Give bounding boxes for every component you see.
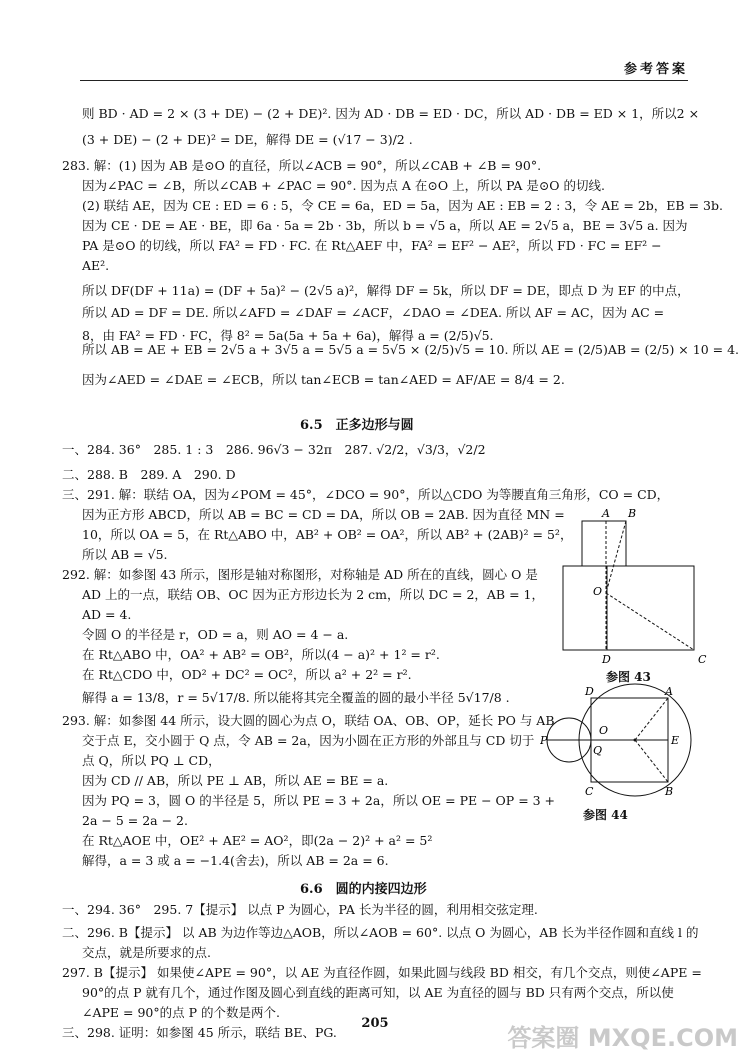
text-line: AD 上的一点，联结 OB、OC 因为正方形边长为 2 cm，所以 DC = 2，AB = 1， <box>82 587 544 602</box>
text-line: ∠APE = 90°的点 P 的个数是两个. <box>82 1005 280 1020</box>
text-line: 因为∠AED = ∠DAE = ∠ECB，所以 tan∠ECB = tan∠AED = AF/AE = 8/4 = 2. <box>82 372 565 387</box>
text-line: 因为正方形 ABCD，所以 AB = BC = CD = DA，所以 OB = 2AB. 因为直径 MN = <box>82 507 565 522</box>
text-line: 所以 AB = √5. <box>82 547 168 562</box>
watermark-logo <box>507 1018 738 1053</box>
fig43-label-a: A <box>602 507 610 520</box>
fig44-label-b: B <box>665 785 674 798</box>
text-line: 297. B【提示】 如果使∠APE = 90°，以 AE 为直径作圆，如果此圆与线段 BD 相交，有几个交点，则使∠APE = <box>62 965 702 980</box>
figure-43-caption: 参图 43 <box>606 670 651 684</box>
text-line: 点 Q，所以 PQ ⊥ CD， <box>82 753 221 768</box>
fig43-label-c: C <box>698 653 707 665</box>
text-line: 令圆 O 的半径是 r，OD = a，则 AO = 4 − a. <box>82 627 349 642</box>
text-line: 因为 CE · DE = AE · BE，即 6a · 5a = 2b · 3b，所以 b = √5 a，所以 AE = 2√5 a，BE = 3√5 a. 因为 <box>82 218 688 233</box>
text-line: 一、294. 36° 295. 7【提示】 以点 P 为圆心，PA 长为半径的圆，利用相交弦定理. <box>62 902 538 917</box>
text-line: 因为 PQ = 3，圆 O 的半径是 5，所以 PE = 3 + 2a，所以 OE = PE − OP = 3 + <box>82 793 556 808</box>
text-line: 三、291. 解：联结 OA，因为∠POM = 45°，∠DCO = 90°，所以△CDO 为等腰直角三角形，CO = CD， <box>62 487 670 502</box>
text-line: 解得，a = 3 或 a = −1.4(舍去)，所以 AB = 2a = 6. <box>82 853 389 868</box>
text-line: 293. 解：如参图 44 所示，设大圆的圆心为点 O，联结 OA、OB、OP，延长 PO 与 AB <box>62 713 555 728</box>
header-rule <box>80 80 688 81</box>
fig44-label-c: C <box>585 785 594 798</box>
text-line: 则 BD · AD = 2 × (3 + DE) − (2 + DE)². 因为 AD · DB = ED · DC，所以 AD · DB = ED × 1，所以2 × <box>82 106 700 121</box>
text-line: 二、296. B【提示】 以 AB 为边作等边△AOB，所以∠AOB = 60°. 以点 O 为圆心，AB 长为半径作圆和直线 l 的 <box>62 925 699 940</box>
fig44-label-a: A <box>665 685 673 698</box>
text-line: 在 Rt△AOE 中，OE² + AE² = AO²，即(2a − 2)² + a² = 5² <box>82 833 433 848</box>
text-line: 所以 AD = DF = DE. 所以∠AFD = ∠DAF = ∠ACF，∠DAO = ∠DEA. 所以 AF = AC，因为 AC = <box>82 305 665 320</box>
text-line: 10，所以 OA = 5，在 Rt△ABO 中，AB² + OB² = OA²，所以 AB² + (2AB)² = 5²， <box>82 527 573 542</box>
text-line: 292. 解：如参图 43 所示，图形是轴对称图形，对称轴是 AD 所在的直线，圆心 O 是 <box>62 567 538 582</box>
figure-43 <box>560 505 710 665</box>
section-title-6-5: 6.5 正多边形与圆 <box>300 418 414 433</box>
fig43-label-o: O <box>593 585 603 598</box>
text-line: 交点，就是所要求的点. <box>82 945 211 960</box>
text-line: 一、284. 36° 285. 1 : 3 286. 96√3 − 32π 287. √2/2，√3/3，√2/2 <box>62 442 486 457</box>
text-line: 90°的点 P 就有几个，通过作图及圆心到直线的距离可知，以 AE 为直径的圆与 BD 只有两个交点，所以使 <box>82 985 674 1000</box>
text-line: 解得 a = 13/8，r = 5√17/8. 所以能将其完全覆盖的圆的最小半径 5√17/8 . <box>82 690 510 705</box>
text-line: 三、298. 证明：如参图 45 所示，联结 BE、PG. <box>62 1025 337 1040</box>
fig44-label-p: P <box>540 734 548 747</box>
figure-44 <box>540 682 700 800</box>
text-line: 在 Rt△CDO 中，OD² + DC² = OC²，所以 a² + 2² = r². <box>82 667 412 682</box>
fig44-label-o: O <box>599 724 609 737</box>
watermark-text: 答案圈 MXQE.COM <box>507 1024 738 1052</box>
text-line: (3 + DE) − (2 + DE)² = DE，解得 DE = (√17 − 3)/2 . <box>82 132 413 147</box>
text-line: 交于点 E，交小圆于 Q 点，令 AB = 2a，因为小圆在正方形的外部且与 CD 切于 <box>82 733 535 748</box>
fig43-label-b: B <box>628 507 637 520</box>
text-line: AD = 4. <box>82 607 132 622</box>
page-header-title: 参考答案 <box>623 62 688 77</box>
text-line: 所以 DF(DF + 11a) = (DF + 5a)² − (2√5 a)²，解得 DF = 5k，所以 DF = DE，即点 D 为 EF 的中点， <box>82 283 690 298</box>
text-line: AE². <box>82 258 110 273</box>
text-line: 283. 解：(1) 因为 AB 是⊙O 的直径，所以∠ACB = 90°，所以∠CAB + ∠B = 90°. <box>62 158 542 173</box>
text-line: 在 Rt△ABO 中，OA² + AB² = OB²，所以(4 − a)² + 1² = r². <box>82 647 440 662</box>
fig44-label-q: Q <box>593 744 603 757</box>
text-line: 因为∠PAC = ∠B，所以∠CAB + ∠PAC = 90°. 因为点 A 在⊙O 上，所以 PA 是⊙O 的切线. <box>82 178 606 193</box>
fig44-label-e: E <box>671 734 680 747</box>
text-line: 8，由 FA² = FD · FC，得 8² = 5a(5a + 5a + 6a)，解得 a = (2/5)√5. <box>82 328 494 343</box>
text-line: 因为 CD // AB，所以 PE ⊥ AB，所以 AE = BE = a. <box>82 773 389 788</box>
text-line: (2) 联结 AE，因为 CE : ED = 6 : 5，令 CE = 6a，ED = 5a，因为 AE : EB = 2 : 3，令 AE = 2b，EB = 3b. <box>82 198 723 213</box>
text-line: 二、288. B 289. A 290. D <box>62 467 236 482</box>
figure-44-caption: 参图 44 <box>583 808 628 822</box>
page-number: 205 <box>361 1016 389 1031</box>
text-line: 2a − 5 = 2a − 2. <box>82 813 188 828</box>
text-line: PA 是⊙O 的切线，所以 FA² = FD · FC. 在 Rt△AEF 中，FA² = EF² − AE²，所以 FD · FC = EF² − <box>82 238 662 253</box>
fig43-label-d: D <box>602 653 611 665</box>
text-line: 所以 AB = AE + EB = 2√5 a + 3√5 a = 5√5 a = 5√5 × (2/5)√5 = 10. 所以 AE = (2/5)AB = (2/5) × 10 = 4. <box>82 342 740 357</box>
section-title-6-6: 6.6 圆的内接四边形 <box>300 882 427 897</box>
fig44-label-d: D <box>585 685 594 698</box>
